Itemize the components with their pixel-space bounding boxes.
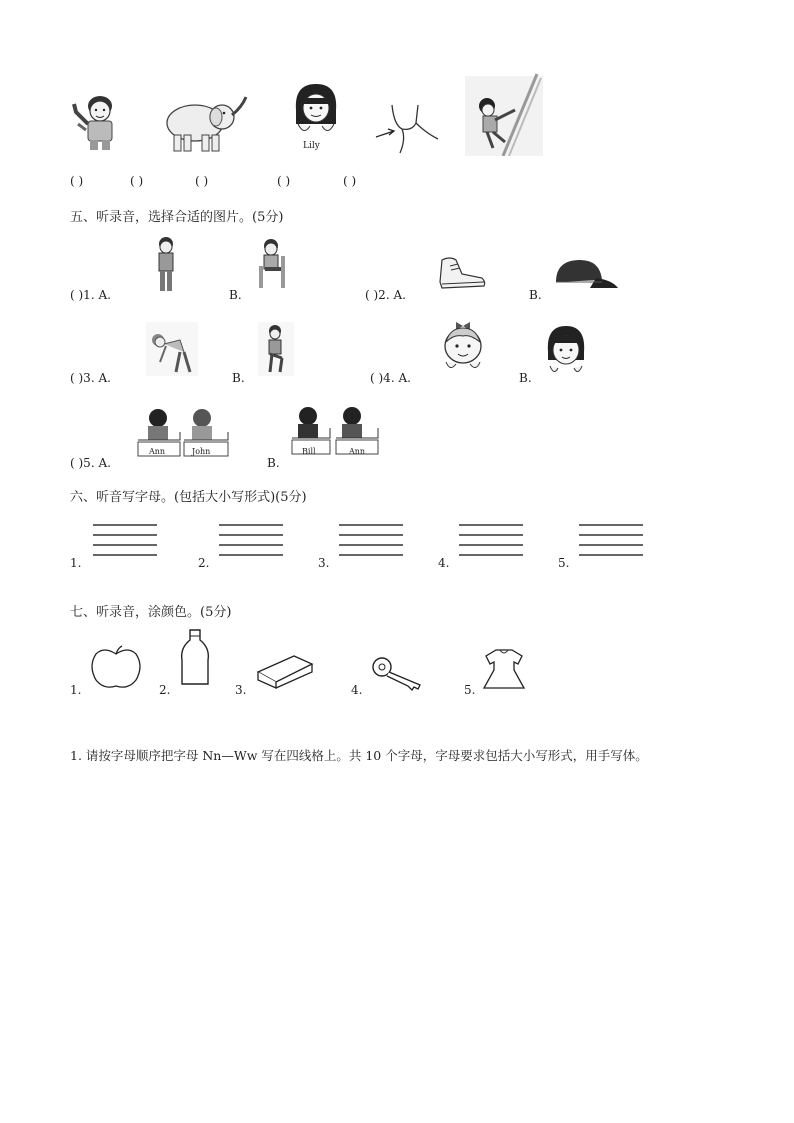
four-line-grid[interactable] bbox=[579, 524, 643, 554]
question-1-label[interactable]: ( )1. A. bbox=[70, 288, 111, 302]
name-tag-ann: Ann bbox=[149, 447, 166, 456]
answer-bracket[interactable]: ( ) bbox=[195, 174, 209, 188]
color-item-number: 2. bbox=[159, 683, 171, 697]
question-2-b[interactable]: B. bbox=[529, 288, 542, 302]
four-line-grid[interactable] bbox=[339, 524, 403, 554]
color-item-number: 1. bbox=[70, 683, 82, 697]
sneaker-icon bbox=[436, 252, 488, 292]
four-line-grid[interactable] bbox=[219, 524, 283, 554]
writing-number: 5. bbox=[558, 556, 570, 570]
girl-bow-icon bbox=[440, 318, 486, 374]
writing-number: 2. bbox=[198, 556, 210, 570]
color-item-number: 5. bbox=[464, 683, 476, 697]
question-3-label[interactable]: ( )3. A. bbox=[70, 371, 111, 385]
question-4-label[interactable]: ( )4. A. bbox=[370, 371, 411, 385]
section6-title: 六、听音写字母。(包括大小写形式)(5分) bbox=[70, 490, 307, 505]
eraser-icon[interactable] bbox=[254, 652, 316, 690]
dress-icon[interactable] bbox=[480, 646, 528, 692]
girl-black-hair-icon bbox=[544, 322, 588, 378]
key-icon[interactable] bbox=[370, 655, 426, 691]
four-line-grid[interactable] bbox=[459, 524, 523, 554]
answer-bracket[interactable]: ( ) bbox=[130, 174, 144, 188]
writing-number: 3. bbox=[318, 556, 330, 570]
question-4-b[interactable]: B. bbox=[519, 371, 532, 385]
boy-pointing-head-icon bbox=[70, 92, 128, 152]
elephant-icon bbox=[150, 95, 250, 153]
writing-instruction: 1. 请按字母顺序把字母 Nn—Ww 写在四线格上。共 10 个字母，字母要求包括大小写形式，用手写体。 bbox=[70, 748, 648, 763]
boy-sitting-icon bbox=[255, 238, 291, 290]
question-5-label[interactable]: ( )5. A. bbox=[70, 456, 111, 470]
boy-sitting-2-icon bbox=[258, 322, 294, 376]
kids-at-desk-b-icon bbox=[286, 404, 382, 458]
color-item-number: 3. bbox=[235, 683, 247, 697]
boy-climbing-icon bbox=[465, 70, 543, 156]
cap-icon bbox=[552, 256, 620, 292]
section7-title: 七、听录音，涂颜色。(5分) bbox=[70, 605, 232, 620]
boy-bending-icon bbox=[146, 322, 198, 376]
question-3-b[interactable]: B. bbox=[232, 371, 245, 385]
question-5-b[interactable]: B. bbox=[267, 456, 280, 470]
girl-lily-icon bbox=[286, 80, 346, 150]
neck-icon bbox=[372, 103, 440, 155]
answer-bracket[interactable]: ( ) bbox=[70, 174, 84, 188]
question-1-b[interactable]: B. bbox=[229, 288, 242, 302]
apple-icon[interactable] bbox=[88, 644, 144, 690]
writing-number: 1. bbox=[70, 556, 82, 570]
name-tag-ann-2: Ann bbox=[349, 447, 366, 456]
girl-name-tag: Lily bbox=[303, 141, 320, 151]
four-line-grid[interactable] bbox=[93, 524, 157, 554]
name-tag-bill: Bill bbox=[302, 447, 316, 456]
color-item-number: 4. bbox=[351, 683, 363, 697]
writing-number: 4. bbox=[438, 556, 450, 570]
name-tag-john: John bbox=[192, 447, 211, 456]
answer-bracket[interactable]: ( ) bbox=[277, 174, 291, 188]
boy-standing-icon bbox=[152, 236, 180, 294]
milk-bottle-icon[interactable] bbox=[178, 628, 212, 688]
answer-bracket[interactable]: ( ) bbox=[343, 174, 357, 188]
question-2-label[interactable]: ( )2. A. bbox=[365, 288, 406, 302]
section5-title: 五、听录音，选择合适的图片。(5分) bbox=[70, 210, 284, 225]
